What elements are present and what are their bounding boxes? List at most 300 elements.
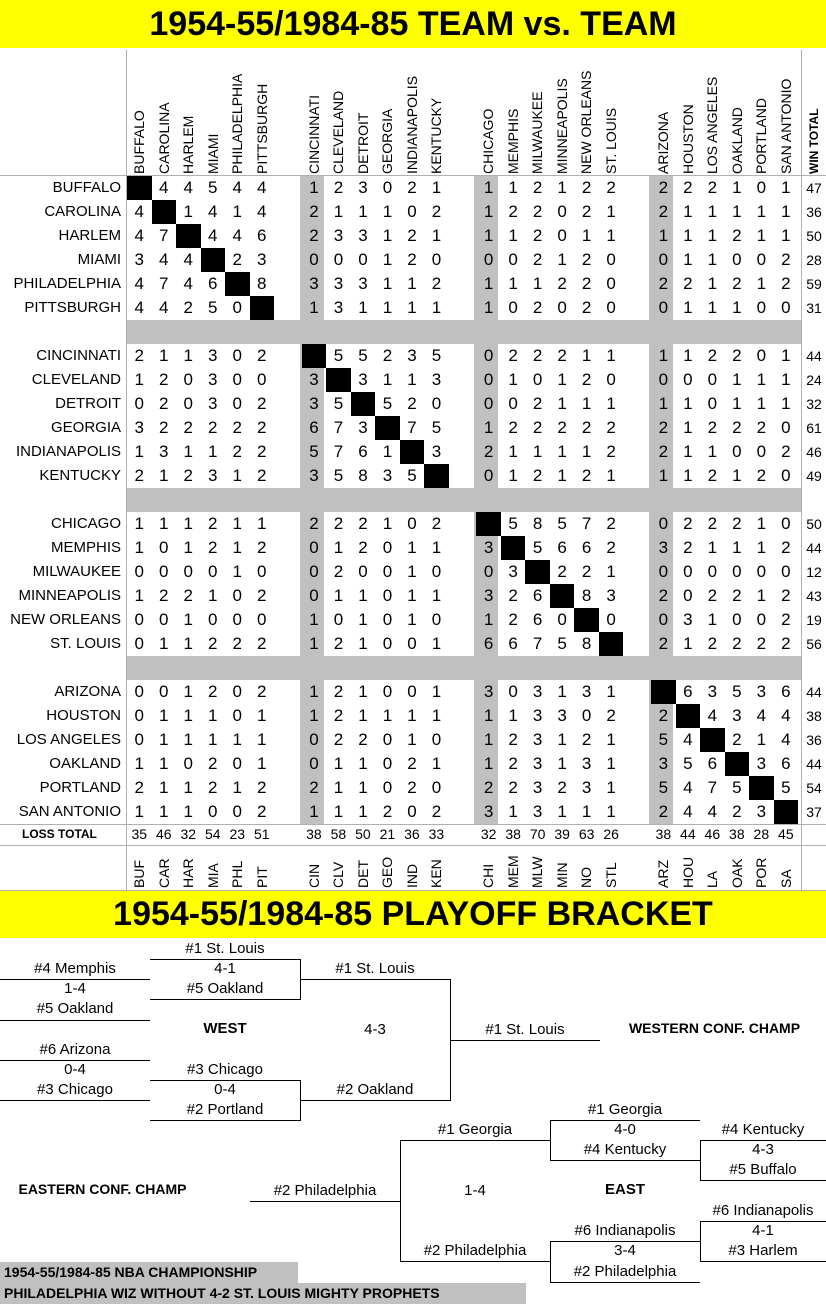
matchup-cell: 0 bbox=[159, 538, 169, 557]
matchup-cell: 1 bbox=[756, 586, 767, 605]
matchup-cell: 0 bbox=[557, 202, 567, 221]
matchup-cell: 0 bbox=[159, 562, 169, 581]
matchup-cell: 2 bbox=[781, 634, 791, 653]
matchup-cell: 2 bbox=[309, 778, 319, 797]
matchup-cell: 1 bbox=[309, 634, 319, 653]
matchup-cell: 1 bbox=[208, 730, 218, 749]
matchup-cell: 1 bbox=[683, 298, 693, 317]
matchup-cell: 1 bbox=[407, 538, 417, 557]
matchup-cell: 2 bbox=[309, 226, 319, 245]
row-team-name: INDIANAPOLIS bbox=[15, 443, 121, 460]
matchup-cell: 2 bbox=[532, 394, 543, 413]
matchup-cell: 0 bbox=[431, 730, 442, 749]
matchup-cell: 2 bbox=[732, 226, 742, 245]
matchup-cell: 5 bbox=[309, 442, 319, 461]
matchup-cell: 0 bbox=[232, 394, 242, 413]
matchup-cell: 2 bbox=[134, 778, 144, 797]
column-abbreviation-label: STL bbox=[602, 862, 619, 888]
matchup-cell: 7 bbox=[407, 418, 417, 437]
matchup-cell: 8 bbox=[581, 634, 592, 653]
matchup-cell: 2 bbox=[358, 730, 368, 749]
matchup-cell: 1 bbox=[358, 586, 368, 605]
matchup-cell: 4 bbox=[159, 250, 169, 269]
matchup-cell: 2 bbox=[581, 178, 592, 197]
matchup-cell: 1 bbox=[508, 706, 518, 725]
eastern-champ-label: EASTERN CONF. CHAMP bbox=[18, 1181, 187, 1197]
column-header-label: MEMPHIS bbox=[504, 108, 521, 174]
matchup-cell: 0 bbox=[134, 610, 144, 629]
matchup-cell: 5 bbox=[333, 466, 344, 485]
matchup-cell: 1 bbox=[606, 802, 616, 821]
row-team-name: PITTSBURGH bbox=[24, 299, 121, 316]
matchup-cell: 1 bbox=[581, 442, 592, 461]
matchup-cell: 2 bbox=[208, 754, 218, 773]
matchup-cell: 1 bbox=[382, 706, 393, 725]
matchup-cell: 1 bbox=[756, 394, 767, 413]
matchup-cell: 5 bbox=[732, 682, 742, 701]
row-team-name: OAKLAND bbox=[49, 755, 121, 772]
self-matchup-cell bbox=[302, 344, 327, 368]
matchup-cell: 3 bbox=[382, 466, 393, 485]
matchup-cell: 1 bbox=[606, 730, 616, 749]
matchup-cell: 7 bbox=[707, 778, 718, 797]
row-team-name: CLEVELAND bbox=[31, 371, 121, 388]
matchup-cell: 6 bbox=[781, 754, 791, 773]
loss-total-cell: 33 bbox=[428, 826, 445, 842]
column-abbreviation-label: LA bbox=[704, 870, 721, 888]
column-abbreviation-label: CAR bbox=[155, 858, 172, 888]
matchup-cell: 0 bbox=[431, 778, 442, 797]
matchup-cell: 5 bbox=[431, 346, 442, 365]
win-total-cell: 44 bbox=[806, 540, 822, 556]
matchup-cell: 2 bbox=[407, 178, 417, 197]
matchup-cell: 2 bbox=[606, 538, 616, 557]
matchup-cell: 2 bbox=[707, 178, 718, 197]
matchup-cell: 0 bbox=[732, 442, 742, 461]
win-total-cell: 19 bbox=[806, 612, 822, 628]
matchup-cell: 1 bbox=[358, 706, 368, 725]
matchup-cell: 1 bbox=[606, 778, 616, 797]
matchup-cell: 5 bbox=[382, 394, 393, 413]
matchup-cell: 1 bbox=[309, 706, 319, 725]
matchup-cell: 0 bbox=[707, 562, 718, 581]
matchup-cell: 6 bbox=[532, 610, 543, 629]
matchup-cell: 3 bbox=[431, 370, 442, 389]
matchup-cell: 2 bbox=[407, 778, 417, 797]
matchup-cell: 1 bbox=[557, 178, 567, 197]
group-divider bbox=[127, 320, 802, 344]
loss-total-cell: 35 bbox=[131, 826, 148, 842]
self-matchup-cell bbox=[476, 512, 501, 536]
self-matchup-cell bbox=[351, 392, 376, 416]
bracket-score: 1-4 bbox=[64, 980, 86, 997]
matchup-cell: 1 bbox=[557, 394, 567, 413]
matchup-cell: 0 bbox=[781, 514, 791, 533]
matchup-cell: 3 bbox=[732, 706, 742, 725]
column-abbreviation-label: MLW bbox=[529, 856, 546, 888]
matchup-cell: 1 bbox=[557, 682, 567, 701]
self-matchup-cell bbox=[201, 248, 226, 272]
matchup-cell: 4 bbox=[707, 706, 718, 725]
matchup-cell: 1 bbox=[232, 202, 242, 221]
matchup-cell: 1 bbox=[683, 346, 693, 365]
matchup-cell: 0 bbox=[756, 442, 767, 461]
column-header-label: PITTSBURGH bbox=[253, 83, 270, 174]
matchup-cell: 2 bbox=[431, 514, 442, 533]
matchup-cell: 2 bbox=[606, 418, 616, 437]
matchup-cell: 2 bbox=[732, 730, 742, 749]
matchup-cell: 0 bbox=[483, 562, 494, 581]
row-team-name: CAROLINA bbox=[44, 203, 121, 220]
matchup-cell: 7 bbox=[159, 226, 169, 245]
matchup-cell: 3 bbox=[309, 274, 319, 293]
matchup-cell: 3 bbox=[431, 442, 442, 461]
matchup-cell: 6 bbox=[581, 538, 592, 557]
matchup-cell: 0 bbox=[382, 178, 393, 197]
matchup-cell: 0 bbox=[382, 562, 393, 581]
matchup-cell: 1 bbox=[382, 442, 393, 461]
matchup-cell: 1 bbox=[732, 202, 742, 221]
matchup-cell: 1 bbox=[483, 418, 494, 437]
matchup-cell: 8 bbox=[358, 466, 368, 485]
matchup-cell: 2 bbox=[257, 538, 267, 557]
matchup-cell: 3 bbox=[333, 298, 344, 317]
row-team-name: SAN ANTONIO bbox=[18, 803, 121, 820]
matchup-cell: 2 bbox=[581, 274, 592, 293]
matchup-cell: 0 bbox=[508, 682, 518, 701]
matchup-cell: 1 bbox=[483, 202, 494, 221]
matchup-cell: 1 bbox=[159, 346, 169, 365]
matchup-cell: 1 bbox=[333, 202, 344, 221]
matchup-cell: 3 bbox=[159, 442, 169, 461]
matchup-cell: 4 bbox=[683, 730, 693, 749]
matchup-cell: 3 bbox=[483, 538, 494, 557]
matchup-cell: 2 bbox=[208, 634, 218, 653]
matchup-cell: 2 bbox=[658, 274, 669, 293]
matchup-cell: 0 bbox=[382, 634, 393, 653]
row-team-name: MILWAUKEE bbox=[32, 563, 121, 580]
matchup-cell: 0 bbox=[658, 562, 669, 581]
self-matchup-cell bbox=[525, 560, 550, 584]
column-header-label: LOS ANGELES bbox=[704, 76, 721, 174]
matchup-cell: 1 bbox=[358, 778, 368, 797]
western-champ-label: WESTERN CONF. CHAMP bbox=[628, 1020, 801, 1036]
matchup-cell: 1 bbox=[707, 298, 718, 317]
column-header bbox=[424, 50, 448, 176]
matchup-cell: 2 bbox=[257, 346, 267, 365]
matchup-cell: 3 bbox=[134, 418, 144, 437]
matchup-cell: 3 bbox=[407, 346, 417, 365]
matchup-cell: 2 bbox=[159, 418, 169, 437]
column-header-label: BUFFALO bbox=[131, 110, 147, 174]
west-label: WEST bbox=[203, 1020, 247, 1037]
loss-total-cell: 39 bbox=[554, 826, 570, 842]
matchup-cell: 2 bbox=[732, 514, 742, 533]
column-abbreviation-label: PIT bbox=[253, 866, 270, 888]
row-team-name: MINNEAPOLIS bbox=[18, 587, 121, 604]
matchup-cell: 1 bbox=[658, 346, 669, 365]
column-header bbox=[225, 50, 249, 176]
matchup-cell: 4 bbox=[183, 250, 193, 269]
row-team-name: HARLEM bbox=[58, 227, 121, 244]
matchup-cell: 1 bbox=[508, 370, 518, 389]
loss-total-cell: 36 bbox=[404, 826, 420, 842]
matchup-cell: 2 bbox=[557, 274, 567, 293]
win-total-cell: 36 bbox=[806, 732, 822, 748]
column-header bbox=[201, 50, 225, 176]
matchup-cell: 0 bbox=[309, 562, 319, 581]
matchup-cell: 1 bbox=[183, 514, 193, 533]
matchup-cell: 2 bbox=[183, 466, 193, 485]
matchup-cell: 1 bbox=[431, 298, 442, 317]
matchup-cell: 1 bbox=[183, 442, 193, 461]
matchup-cell: 4 bbox=[134, 298, 144, 317]
column-header-label: HARLEM bbox=[180, 115, 196, 174]
win-total-cell: 24 bbox=[806, 372, 822, 388]
matchup-cell: 2 bbox=[333, 562, 344, 581]
matchup-cell: 1 bbox=[382, 202, 393, 221]
column-header-label: CINCINNATI bbox=[305, 94, 322, 174]
matchup-cell: 6 bbox=[483, 634, 494, 653]
matchup-cell: 2 bbox=[257, 418, 267, 437]
column-header-label: INDIANAPOLIS bbox=[403, 75, 420, 174]
matchup-cell: 2 bbox=[756, 418, 767, 437]
self-matchup-cell bbox=[651, 680, 676, 704]
matchup-cell: 2 bbox=[683, 514, 693, 533]
matchup-cell: 2 bbox=[431, 274, 442, 293]
row-team-name: MEMPHIS bbox=[50, 539, 121, 556]
matchup-cell: 0 bbox=[508, 298, 518, 317]
matchup-cell: 1 bbox=[707, 610, 718, 629]
matchup-cell: 1 bbox=[183, 706, 193, 725]
column-header bbox=[550, 50, 574, 176]
loss-total-cell: 26 bbox=[603, 826, 619, 842]
loss-total-cell: 38 bbox=[729, 826, 745, 842]
matchup-cell: 7 bbox=[532, 634, 543, 653]
matchup-cell: 1 bbox=[508, 466, 518, 485]
matchup-cell: 2 bbox=[232, 634, 242, 653]
matchup-cell: 0 bbox=[134, 682, 144, 701]
matchup-cell: 1 bbox=[309, 682, 319, 701]
matchup-cell: 4 bbox=[134, 226, 144, 245]
matchup-cell: 1 bbox=[707, 226, 718, 245]
row-team-name: MIAMI bbox=[77, 251, 121, 268]
column-header-label: GEORGIA bbox=[379, 108, 396, 174]
column-header-label: MIAMI bbox=[204, 133, 221, 174]
matchup-cell: 1 bbox=[606, 346, 616, 365]
matchup-cell: 3 bbox=[208, 394, 218, 413]
matchup-cell: 0 bbox=[407, 682, 417, 701]
matchup-cell: 3 bbox=[581, 778, 592, 797]
matchup-cell: 0 bbox=[781, 562, 791, 581]
matchup-cell: 1 bbox=[707, 250, 718, 269]
matchup-cell: 2 bbox=[407, 394, 417, 413]
column-header-label: CHICAGO bbox=[480, 108, 497, 174]
self-matchup-cell bbox=[326, 368, 351, 392]
matchup-cell: 0 bbox=[382, 754, 393, 773]
matchup-cell: 1 bbox=[257, 730, 267, 749]
matchup-cell: 5 bbox=[658, 778, 669, 797]
bracket-score: 3-4 bbox=[614, 1242, 636, 1259]
column-header bbox=[749, 50, 773, 176]
win-total-label: WIN TOTAL bbox=[807, 108, 821, 174]
matchup-cell: 3 bbox=[756, 682, 767, 701]
matchup-cell: 1 bbox=[257, 754, 267, 773]
matchup-cell: 6 bbox=[532, 586, 543, 605]
matchup-cell: 1 bbox=[483, 178, 494, 197]
column-abbreviation bbox=[127, 846, 151, 890]
matchup-cell: 6 bbox=[358, 442, 368, 461]
matchup-cell: 2 bbox=[557, 778, 567, 797]
matchup-cell: 1 bbox=[781, 202, 791, 221]
matchup-cell: 3 bbox=[532, 802, 543, 821]
matchup-cell: 2 bbox=[508, 202, 518, 221]
matchup-cell: 5 bbox=[407, 466, 417, 485]
column-abbreviation-label: SA bbox=[777, 869, 794, 888]
matchup-cell: 0 bbox=[358, 562, 368, 581]
matchup-cell: 1 bbox=[159, 634, 169, 653]
matchup-cell: 2 bbox=[183, 298, 193, 317]
column-header-label: OAKLAND bbox=[728, 107, 745, 174]
matchup-cell: 1 bbox=[407, 586, 417, 605]
matchup-cell: 1 bbox=[683, 466, 693, 485]
matchup-cell: 1 bbox=[134, 538, 144, 557]
matchup-cell: 5 bbox=[732, 778, 742, 797]
matchup-cell: 2 bbox=[532, 202, 543, 221]
matchup-cell: 1 bbox=[309, 610, 319, 629]
bracket-score: 1-4 bbox=[464, 1182, 486, 1199]
matchup-cell: 1 bbox=[683, 442, 693, 461]
matchup-cell: 1 bbox=[756, 730, 767, 749]
column-abbreviation-label: HOU bbox=[679, 856, 696, 888]
matchup-cell: 1 bbox=[557, 250, 567, 269]
matchup-cell: 1 bbox=[358, 682, 368, 701]
matchup-cell: 1 bbox=[309, 802, 319, 821]
column-abbreviation bbox=[250, 846, 274, 890]
row-team-name: HOUSTON bbox=[46, 707, 121, 724]
matchup-cell: 0 bbox=[483, 466, 494, 485]
column-header bbox=[176, 50, 200, 176]
bracket-team: #1 Georgia bbox=[437, 1121, 513, 1138]
win-total-cell: 36 bbox=[806, 204, 822, 220]
matchup-cell: 2 bbox=[732, 274, 742, 293]
matchup-cell: 5 bbox=[333, 394, 344, 413]
matchup-cell: 3 bbox=[508, 562, 518, 581]
bracket-team: #2 Portland bbox=[186, 1101, 264, 1118]
matchup-cell: 1 bbox=[183, 610, 193, 629]
matchup-cell: 1 bbox=[159, 514, 169, 533]
matchup-cell: 2 bbox=[431, 202, 442, 221]
self-matchup-cell bbox=[550, 584, 575, 608]
column-abbreviation bbox=[599, 846, 623, 890]
loss-total-cell: 45 bbox=[778, 826, 794, 842]
win-total-cell: 44 bbox=[806, 756, 822, 772]
matchup-cell: 0 bbox=[257, 562, 267, 581]
column-abbreviation-label: POR bbox=[753, 857, 770, 888]
column-header bbox=[326, 50, 350, 176]
column-abbreviation bbox=[574, 846, 598, 890]
championship-result: PHILADELPHIA WIZ WITHOUT 4-2 ST. LOUIS MIGHTY PROPHETS bbox=[0, 1283, 526, 1304]
bracket-team: #5 Oakland bbox=[36, 1000, 114, 1017]
matchup-cell: 1 bbox=[358, 754, 368, 773]
matchup-cell: 1 bbox=[382, 274, 393, 293]
column-abbreviation-label: KEN bbox=[428, 859, 445, 888]
matchup-cell: 2 bbox=[508, 778, 518, 797]
matchup-cell: 1 bbox=[658, 394, 669, 413]
matchup-cell: 1 bbox=[781, 178, 791, 197]
east-label: EAST bbox=[604, 1181, 645, 1198]
loss-total-cell: 51 bbox=[253, 826, 270, 842]
matchup-cell: 2 bbox=[183, 418, 193, 437]
bracket-score: 4-1 bbox=[752, 1222, 774, 1239]
matchup-cell: 1 bbox=[407, 370, 417, 389]
self-matchup-cell bbox=[700, 728, 725, 752]
matchup-cell: 0 bbox=[382, 586, 393, 605]
matchup-cell: 4 bbox=[183, 178, 193, 197]
matchup-cell: 5 bbox=[557, 634, 567, 653]
matchup-cell: 1 bbox=[183, 802, 193, 821]
self-matchup-cell bbox=[250, 296, 275, 320]
matchup-cell: 4 bbox=[232, 178, 242, 197]
matchup-cell: 1 bbox=[606, 202, 616, 221]
matchup-cell: 4 bbox=[756, 706, 767, 725]
matchup-cell: 1 bbox=[208, 706, 218, 725]
win-total-cell: 49 bbox=[806, 468, 822, 484]
loss-total-cell: 46 bbox=[704, 826, 721, 842]
matchup-cell: 1 bbox=[707, 538, 718, 557]
column-abbreviation bbox=[400, 846, 424, 890]
matchup-cell: 0 bbox=[557, 226, 567, 245]
matchup-cell: 2 bbox=[532, 418, 543, 437]
matchup-cell: 2 bbox=[483, 778, 494, 797]
matchup-cell: 0 bbox=[732, 250, 742, 269]
bracket-team: #2 Philadelphia bbox=[423, 1242, 527, 1259]
matchup-cell: 2 bbox=[658, 418, 669, 437]
matchup-cell: 3 bbox=[532, 754, 543, 773]
matchup-cell: 2 bbox=[159, 394, 169, 413]
win-total-cell: 61 bbox=[806, 420, 822, 436]
matchup-cell: 1 bbox=[707, 202, 718, 221]
column-abbreviation-label: CHI bbox=[480, 863, 497, 888]
matchup-cell: 3 bbox=[532, 730, 543, 749]
matchup-cell: 1 bbox=[309, 298, 319, 317]
matchup-cell: 0 bbox=[756, 610, 767, 629]
matchup-cell: 0 bbox=[382, 610, 393, 629]
matchup-cell: 1 bbox=[606, 394, 616, 413]
matchup-cell: 1 bbox=[431, 178, 442, 197]
win-total-cell: 43 bbox=[806, 588, 822, 604]
bracket-score: 4-3 bbox=[752, 1141, 774, 1158]
matchup-cell: 1 bbox=[134, 442, 144, 461]
matchup-cell: 1 bbox=[606, 562, 616, 581]
column-abbreviation bbox=[550, 846, 574, 890]
win-total-cell: 12 bbox=[806, 564, 822, 580]
matchup-cell: 2 bbox=[208, 514, 218, 533]
matchup-cell: 3 bbox=[333, 274, 344, 293]
matchup-cell: 5 bbox=[358, 346, 368, 365]
matchup-cell: 1 bbox=[732, 298, 742, 317]
matchup-cell: 1 bbox=[159, 802, 169, 821]
matchup-cell: 1 bbox=[333, 754, 344, 773]
matchup-cell: 7 bbox=[333, 442, 344, 461]
matchup-cell: 1 bbox=[683, 394, 693, 413]
matchup-cell: 1 bbox=[159, 778, 169, 797]
column-header bbox=[476, 50, 500, 176]
win-total-cell: 56 bbox=[806, 636, 822, 652]
matchup-cell: 6 bbox=[683, 682, 693, 701]
matchup-cell: 1 bbox=[407, 706, 417, 725]
column-header bbox=[250, 50, 274, 176]
